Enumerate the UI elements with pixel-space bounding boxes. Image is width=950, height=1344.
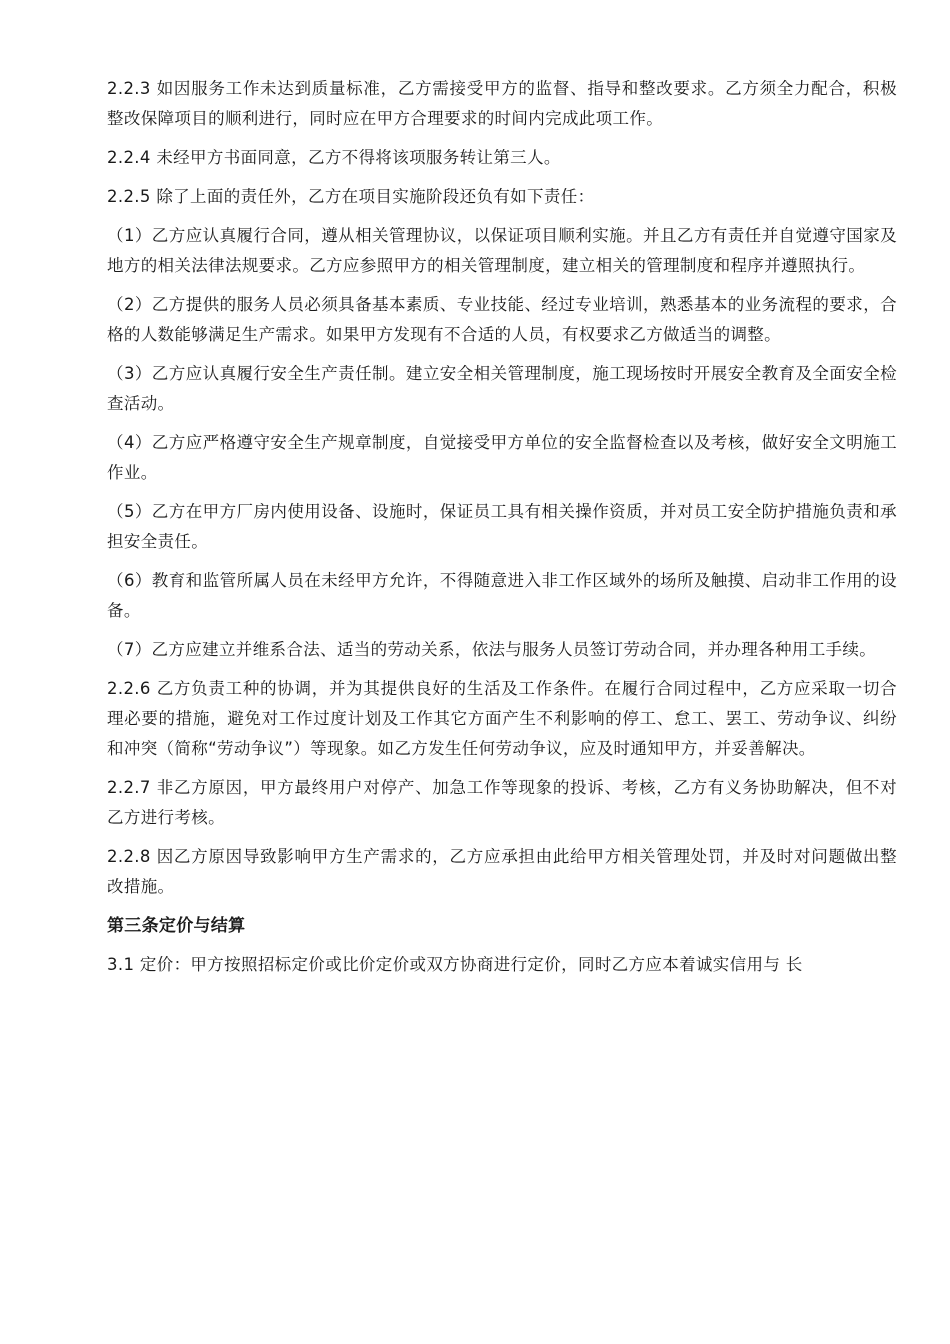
list-item-6: （6）教育和监管所属人员在未经甲方允许，不得随意进入非工作区域外的场所及触摸、启动非工作用的设备。 xyxy=(107,571,897,620)
document-page xyxy=(107,74,897,989)
clause-2-2-4: 2.2.4 未经甲方书面同意，乙方不得将该项服务转让第三人。 xyxy=(107,148,561,167)
list-item-7: （7）乙方应建立并维系合法、适当的劳动关系，依法与服务人员签订劳动合同，并办理各种用工手续。 xyxy=(107,640,877,659)
list-item-2: （2）乙方提供的服务人员必须具备基本素质、专业技能、经过专业培训，熟悉基本的业务流程的要求，合格的人数能够满足生产需求。如果甲方发现有不合适的人员，有权要求乙方做适当的调整。 xyxy=(107,295,897,344)
list-item-5: （5）乙方在甲方厂房内使用设备、设施时，保证员工具有相关操作资质，并对员工安全防护措施负责和承担安全责任。 xyxy=(107,502,897,551)
clause-2-2-7: 2.2.7 非乙方原因，甲方最终用户对停产、加急工作等现象的投诉、考核，乙方有义务协助解决，但不对乙方进行考核。 xyxy=(107,778,897,827)
section-heading: 第三条定价与结算 xyxy=(107,916,246,936)
list-item-4: （4）乙方应严格遵守安全生产规章制度，自觉接受甲方单位的安全监督检查以及考核，做好安全文明施工作业。 xyxy=(107,433,897,482)
clause-2-2-8: 2.2.8 因乙方原因导致影响甲方生产需求的，乙方应承担由此给甲方相关管理处罚，并及时对问题做出整改措施。 xyxy=(107,847,897,896)
list-item-3: （3）乙方应认真履行安全生产责任制。建立安全相关管理制度，施工现场按时开展安全教育及全面安全检查活动。 xyxy=(107,364,897,413)
clause-3-1: 3.1 定价：甲方按照招标定价或比价定价或双方协商进行定价，同时乙方应本着诚实信用与 长 xyxy=(107,955,803,974)
clause-2-2-3: 2.2.3 如因服务工作未达到质量标准，乙方需接受甲方的监督、指导和整改要求。乙方须全力配合，积极整改保障项目的顺利进行，同时应在甲方合理要求的时间内完成此项工作。 xyxy=(107,79,897,128)
clause-2-2-5: 2.2.5 除了上面的责任外，乙方在项目实施阶段还负有如下责任： xyxy=(107,187,595,206)
clause-2-2-6: 2.2.6 乙方负责工种的协调，并为其提供良好的生活及工作条件。在履行合同过程中，乙方应采取一切合理必要的措施，避免对工作过度计划及工作其它方面产生不利影响的停工、怠工、罢工、劳动争议、纠纷和冲突（简称“劳动争议”）等现象。如乙方发生任何劳动争议，应及时通知甲方，并妥善解决。 xyxy=(107,679,897,758)
list-item-1: （1）乙方应认真履行合同，遵从相关管理协议，以保证项目顺利实施。并且乙方有责任并自觉遵守国家及地方的相关法律法规要求。乙方应参照甲方的相关管理制度，建立相关的管理制度和程序并遵照执行。 xyxy=(107,226,897,275)
